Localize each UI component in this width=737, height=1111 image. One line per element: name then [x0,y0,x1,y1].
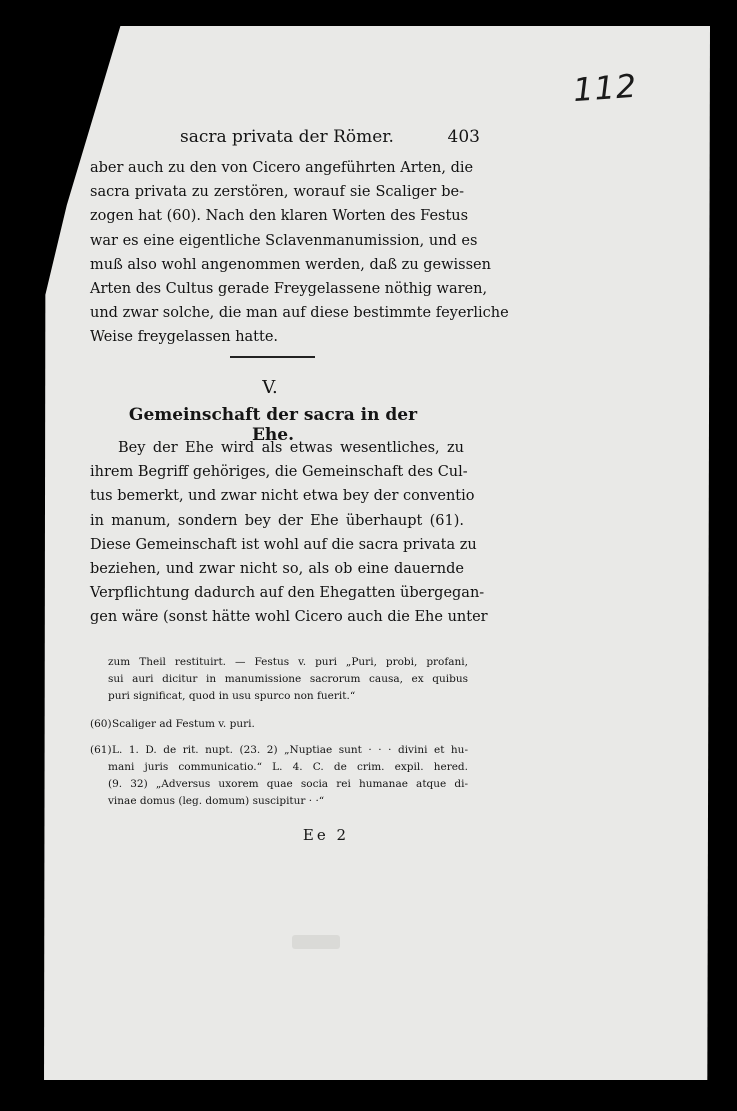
text-line: Verpflichtung dadurch auf den Ehegatten übergegan- [90,585,485,602]
footnote-line: (9. 32) „Adversus uxorem quae socia rei humanae atque di- [108,778,468,790]
text-line: war es eine eigentliche Sclavenmanumission, und es [90,232,478,249]
footnote-line: mani juris communicatio.“ L. 4. C. de crim. expil. hered. [108,761,468,773]
handwritten-page-number: 112 [571,66,639,110]
footnote-line [90,742,468,759]
text-line: zogen hat (60). Nach den klaren Worten des Festus [90,208,469,225]
section-title: Gemeinschaft der sacra in der Ehe. [128,405,418,445]
footnote-ref: (60) [90,718,112,730]
footnote-ref: (61) [90,744,112,756]
footnote-line: sui auri dicitur in manumissione sacrorum causa, ex quibus [108,673,468,685]
footnote-line: puri significat, quod in usu spurco non fuerit.“ [108,690,356,702]
text-line: tus bemerkt, und zwar nicht etwa bey der conventio [90,488,475,505]
text-line: aber auch zu den von Cicero angeführten Arten, die [90,160,474,176]
footnote-continuation [108,654,468,705]
footnote-text: L. 1. D. de rit. nupt. (23. 2) „Nuptiae sunt · · · divini et hu- [112,744,468,756]
text-line: ihrem Begriff gehöriges, die Gemeinschaft des Cul- [90,464,468,481]
text-line: gen wäre (sonst hätte wohl Cicero auch die Ehe unter [90,609,488,626]
text-line: Bey der Ehe wird als etwas wesentliches, zu [118,440,464,456]
footnote-61 [90,742,468,810]
text-line: Diese Gemeinschaft ist wohl auf die sacra privata zu [90,536,477,553]
signature-mark: Ee 2 [302,826,350,844]
footnote-line [90,716,468,733]
text-line: Arten des Cultus gerade Freygelassene nöthig waren, [90,280,488,297]
paragraph-2 [90,436,488,630]
paragraph-1 [90,156,509,350]
footnote-line: zum Theil restituirt. — Festus v. puri „Puri, probi, profani, [108,656,468,668]
running-head-title: sacra privata der Römer. [180,127,394,147]
section-number: V. [262,377,278,398]
text-line: muß also wohl angenommen werden, daß zu gewissen [90,256,491,273]
folio-number: 403 [447,127,480,147]
text-line: sacra privata zu zerstören, worauf sie Scaliger be- [90,184,464,201]
section-divider [230,356,315,358]
faded-stamp [292,935,340,949]
text-line: und zwar solche, die man auf diese bestimmte feyerliche [90,305,509,322]
footnote-line: vinae domus (leg. domum) suscipitur · ·“ [108,795,325,807]
text-line: Weise freygelassen hatte. [90,329,279,346]
running-head [180,127,480,151]
footnote-60 [90,716,468,733]
text-line: beziehen, und zwar nicht so, als ob eine dauernde [90,560,464,577]
text-line: in manum, sondern bey der Ehe überhaupt (61). [90,512,464,529]
footnote-text: Scaliger ad Festum v. puri. [112,718,255,730]
